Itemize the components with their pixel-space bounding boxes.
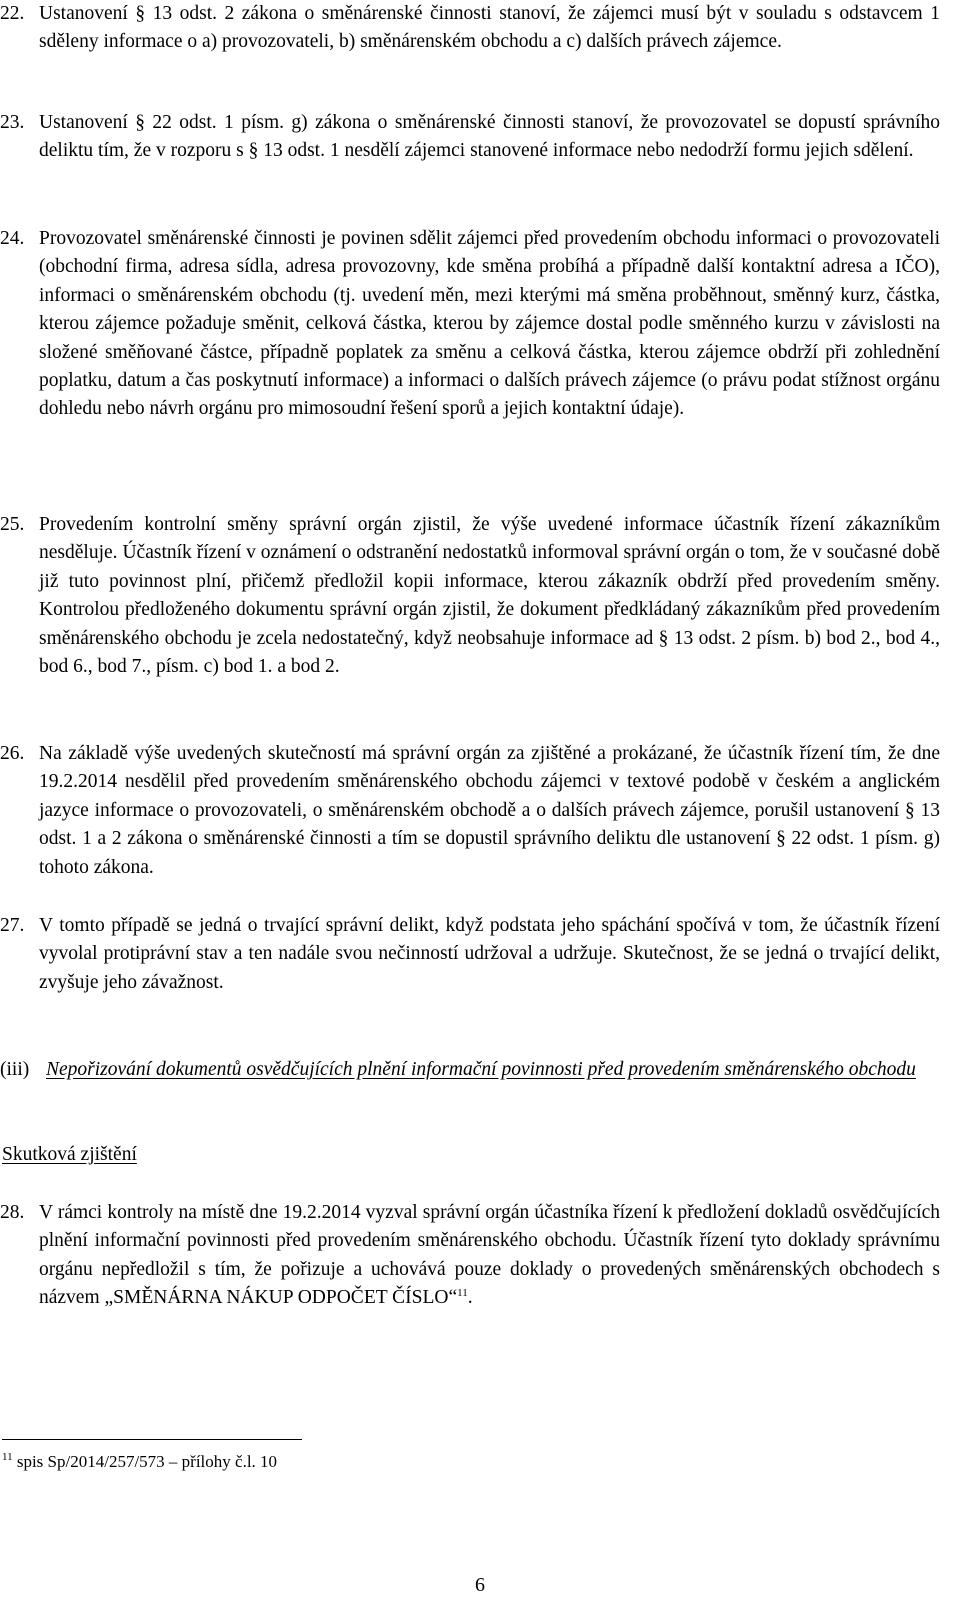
paragraph-number: 27.	[0, 915, 25, 936]
paragraph-26	[0, 740, 940, 882]
footnote-separator	[2, 1439, 302, 1440]
paragraph-27	[0, 912, 940, 997]
paragraph-text: Ustanovení § 13 odst. 2 zákona o směnárenské činnosti stanoví, že zájemci musí být v souladu s odstavcem 1 sděleny informace o a) provozovateli, b) směnárenském obchodu a c) dalších právech zájemce.	[39, 3, 940, 53]
section-number: (iii)	[0, 1059, 30, 1080]
footnote-marker: 11	[2, 1451, 13, 1463]
paragraph-28	[0, 1199, 940, 1313]
paragraph-24	[0, 225, 940, 424]
paragraph-number: 23.	[0, 112, 25, 133]
paragraph-number: 25.	[0, 514, 25, 535]
paragraph-text	[39, 1199, 940, 1313]
footnote-reference[interactable]: 11	[457, 1287, 468, 1300]
paragraph-body: V rámci kontroly na místě dne 19.2.2014 vyzval správní orgán účastníka řízení k předložení dokladů osvědčujících plnění informační povinnosti před provedením směnárenského obchodu. Účastník řízení tyto doklady správnímu orgánu nepředložil s tím, že pořizuje a uchovává pouze doklady o provedených směnárenských obchodech s názvem „SMĚNÁRNA NÁKUP ODPOČET ČÍSLO“	[39, 1202, 940, 1309]
page-number: 6	[475, 1574, 485, 1596]
footnote	[2, 1450, 277, 1474]
section-heading	[0, 1056, 940, 1084]
paragraph-25	[0, 511, 940, 681]
paragraph-text: Na základě výše uvedených skutečností má správní orgán za zjištěné a prokázané, že účastník řízení tím, že dne 19.2.2014 nesdělil před provedením směnárenského obchodu zájemci v textové podobě v českém a anglickém jazyce informace o provozovateli, o směnárenském obchodě a o dalších právech zájemce, porušil ustanovení § 13 odst. 1 a 2 zákona o směnárenské činnosti a tím se dopustil správního deliktu dle ustanovení § 22 odst. 1 písm. g) tohoto zákona.	[39, 743, 940, 878]
paragraph-number: 28.	[0, 1202, 25, 1223]
paragraph-text: Ustanovení § 22 odst. 1 písm. g) zákona o směnárenské činnosti stanoví, že provozovatel se dopustí správního deliktu tím, že v rozporu s § 13 odst. 1 nesdělí zájemci stanovené informace nebo nedodrží formu jejich sdělení.	[39, 112, 940, 162]
paragraph-22	[0, 0, 940, 57]
paragraph-number: 26.	[0, 743, 25, 764]
section-title: Nepořizování dokumentů osvědčujících plnění informační povinnosti před provedením směnárenského obchodu	[46, 1059, 916, 1080]
paragraph-end: .	[467, 1287, 473, 1309]
subheading-skutkova-zjisteni: Skutková zjištění	[2, 1144, 137, 1165]
paragraph-number: 24.	[0, 228, 25, 249]
paragraph-23	[0, 109, 940, 166]
paragraph-text: Provozovatel směnárenské činnosti je povinen sdělit zájemci před provedením obchodu informaci o provozovateli (obchodní firma, adresa sídla, adresa provozovny, kde směna probíhá a případně další kontaktní adresa a IČO), informaci o směnárenském obchodu (tj. uvedení měn, mezi kterými má směna proběhnout, směnný kurz, částka, kterou zájemce požaduje směnit, celková částka, kterou by zájemce dostal podle směnného kurzu v závislosti na složené směňované částce, případně poplatek za směnu a celková částka, kterou zájemce obdrží při zohlednění poplatku, datum a čas poskytnutí informace) a informaci o dalších právech zájemce (o právu podat stížnost orgánu dohledu nebo návrh orgánu pro mimosoudní řešení sporů a jejich kontaktní údaje).	[39, 228, 940, 420]
paragraph-number: 22.	[0, 3, 25, 24]
paragraph-text: Provedením kontrolní směny správní orgán zjistil, že výše uvedené informace účastník řízení zákazníkům nesděluje. Účastník řízení v oznámení o odstranění nedostatků informoval správní orgán o tom, že v současné době již tuto povinnost plní, přičemž předložil kopii informace, kterou zákazník obdrží před provedením směny. Kontrolou předloženého dokumentu správní orgán zjistil, že dokument předkládaný zákazníkům před provedením směnárenského obchodu je zcela nedostatečný, když neobsahuje informace ad § 13 odst. 2 písm. b) bod 2., bod 4., bod 6., bod 7., písm. c) bod 1. a bod 2.	[39, 514, 940, 678]
footnote-text: spis Sp/2014/257/573 – přílohy č.l. 10	[16, 1452, 278, 1471]
paragraph-text: V tomto případě se jedná o trvající správní delikt, když podstata jeho spáchání spočívá v tom, že účastník řízení vyvolal protiprávní stav a ten nadále svou nečinností udržoval a udržuje. Skutečnost, že se jedná o trvající delikt, zvyšuje jeho závažnost.	[39, 915, 940, 993]
